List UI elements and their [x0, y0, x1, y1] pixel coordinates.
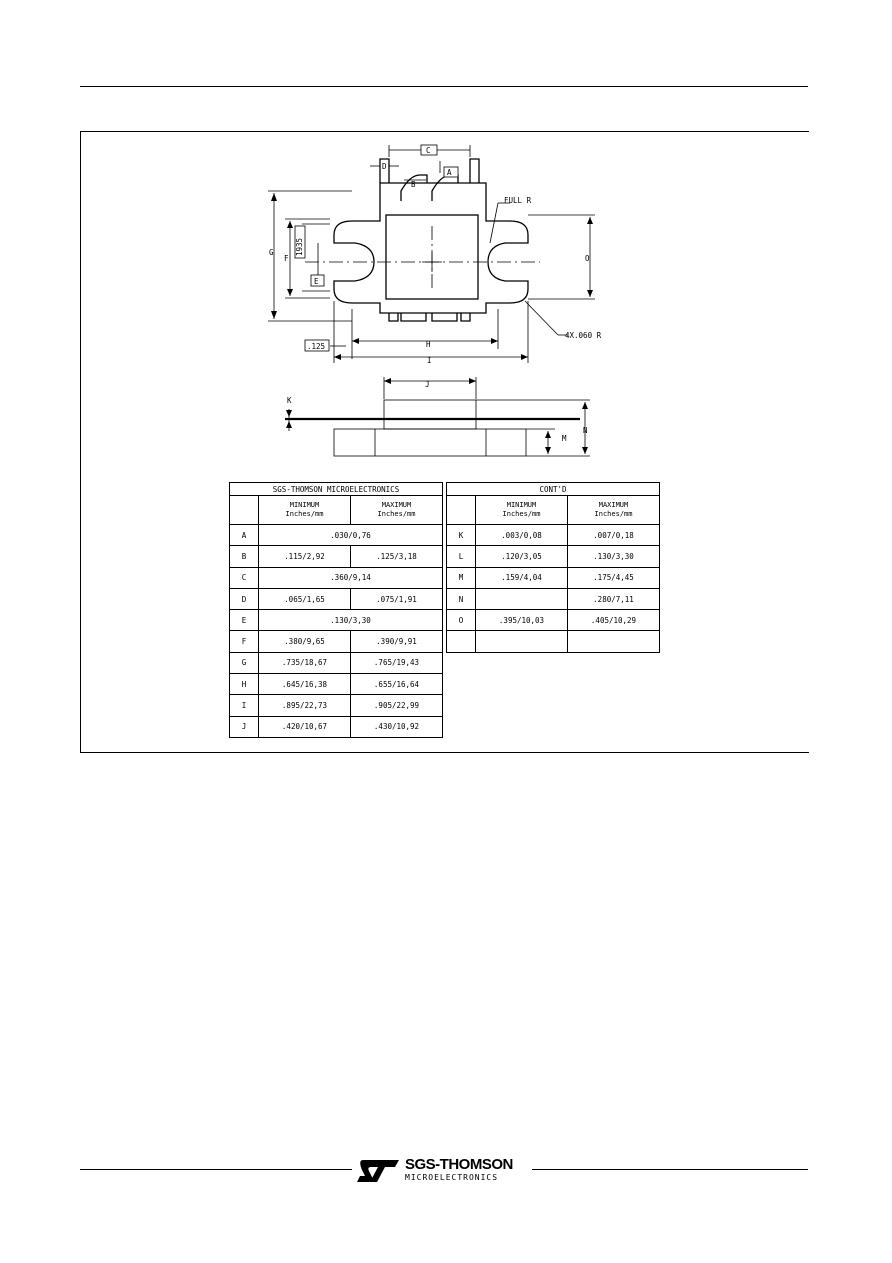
row-label: I	[230, 695, 259, 716]
max-label: MAXIMUM	[598, 501, 629, 509]
table-row	[447, 567, 660, 588]
table-left-max-header	[351, 496, 443, 525]
table-row	[230, 674, 443, 695]
row-max: .655/16,64	[351, 674, 443, 695]
row-min: .120/3,05	[476, 546, 568, 567]
row-min: .065/1,65	[259, 588, 351, 609]
table-left-title: SGS-THOMSON MICROELECTRONICS	[230, 483, 443, 496]
row-label	[447, 631, 476, 652]
label-h: H	[426, 340, 431, 349]
label-g: G	[269, 248, 274, 257]
row-label: G	[230, 652, 259, 673]
row-max: .765/19,43	[351, 652, 443, 673]
table-row	[230, 588, 443, 609]
row-min: .895/22,73	[259, 695, 351, 716]
label-125: .125	[307, 342, 326, 351]
brand-name: SGS-THOMSON	[405, 1156, 513, 1173]
row-label: A	[230, 525, 259, 546]
table-row	[447, 588, 660, 609]
min-label: MINIMUM	[289, 501, 320, 509]
table-row	[447, 546, 660, 567]
max-label: MAXIMUM	[381, 501, 412, 509]
row-label: E	[230, 610, 259, 631]
row-label: K	[447, 525, 476, 546]
row-min: .115/2,92	[259, 546, 351, 567]
row-label: O	[447, 610, 476, 631]
footer-rule-left	[80, 1169, 352, 1170]
max-units: Inches/mm	[377, 510, 416, 518]
row-label: F	[230, 631, 259, 652]
row-max: .390/9,91	[351, 631, 443, 652]
table-left-min-header	[259, 496, 351, 525]
row-max: .905/22,99	[351, 695, 443, 716]
row-max: .430/10,92	[351, 716, 443, 737]
table-row	[230, 695, 443, 716]
row-min: .395/10,03	[476, 610, 568, 631]
row-max: .125/3,18	[351, 546, 443, 567]
label-full-r: FULL R	[504, 196, 532, 205]
label-d: D	[382, 162, 387, 171]
min-units: Inches/mm	[285, 510, 324, 518]
row-max: .007/0,18	[568, 525, 660, 546]
row-min: .645/16,38	[259, 674, 351, 695]
row-label: J	[230, 716, 259, 737]
row-max: .280/7,11	[568, 588, 660, 609]
row-label: M	[447, 567, 476, 588]
label-m: M	[562, 434, 567, 443]
table-row	[230, 716, 443, 737]
label-1935: 1935	[295, 237, 304, 256]
table-left-corner	[230, 496, 259, 525]
row-value: .130/3,30	[259, 610, 443, 631]
min-label: MINIMUM	[506, 501, 537, 509]
brand-sub: MICROELECTRONICS	[405, 1173, 499, 1182]
table-row	[230, 567, 443, 588]
dimension-table-right	[446, 482, 660, 653]
dimension-table-left	[229, 482, 443, 738]
row-min: .380/9,65	[259, 631, 351, 652]
table-row	[447, 610, 660, 631]
row-label: B	[230, 546, 259, 567]
row-max: .405/10,29	[568, 610, 660, 631]
label-e: E	[314, 277, 319, 286]
table-row	[230, 631, 443, 652]
row-value: .360/9,14	[259, 567, 443, 588]
row-min: .420/10,67	[259, 716, 351, 737]
label-o: O	[585, 254, 590, 263]
row-min	[476, 631, 568, 652]
st-logo	[355, 1155, 530, 1185]
label-c: C	[426, 146, 431, 155]
min-units: Inches/mm	[502, 510, 541, 518]
row-label: H	[230, 674, 259, 695]
footer-rule-right	[532, 1169, 808, 1170]
label-i: I	[427, 356, 432, 365]
header-rule	[80, 86, 808, 87]
row-max: .175/4,45	[568, 567, 660, 588]
row-min: .735/18,67	[259, 652, 351, 673]
table-right-max-header	[568, 496, 660, 525]
label-k: K	[287, 396, 292, 405]
table-row	[230, 652, 443, 673]
st-logo-icon	[355, 1156, 401, 1184]
table-row	[230, 546, 443, 567]
table-row	[447, 631, 660, 652]
row-min	[476, 588, 568, 609]
row-min: .003/0,08	[476, 525, 568, 546]
row-label: D	[230, 588, 259, 609]
row-label: C	[230, 567, 259, 588]
table-row	[447, 525, 660, 546]
row-max	[568, 631, 660, 652]
table-right-corner	[447, 496, 476, 525]
max-units: Inches/mm	[594, 510, 633, 518]
row-value: .030/0,76	[259, 525, 443, 546]
row-label: N	[447, 588, 476, 609]
row-max: .075/1,91	[351, 588, 443, 609]
label-n: N	[583, 426, 588, 435]
table-row	[230, 525, 443, 546]
label-a: A	[447, 168, 452, 177]
table-right-min-header	[476, 496, 568, 525]
label-b: B	[411, 180, 416, 189]
row-max: .130/3,30	[568, 546, 660, 567]
table-row	[230, 610, 443, 631]
row-label: L	[447, 546, 476, 567]
row-min: .159/4,04	[476, 567, 568, 588]
label-corner-r: 4X.060 R	[565, 331, 602, 340]
label-f: F	[284, 254, 289, 263]
table-right-title: CONT'D	[447, 483, 660, 496]
label-j: J	[425, 380, 430, 389]
